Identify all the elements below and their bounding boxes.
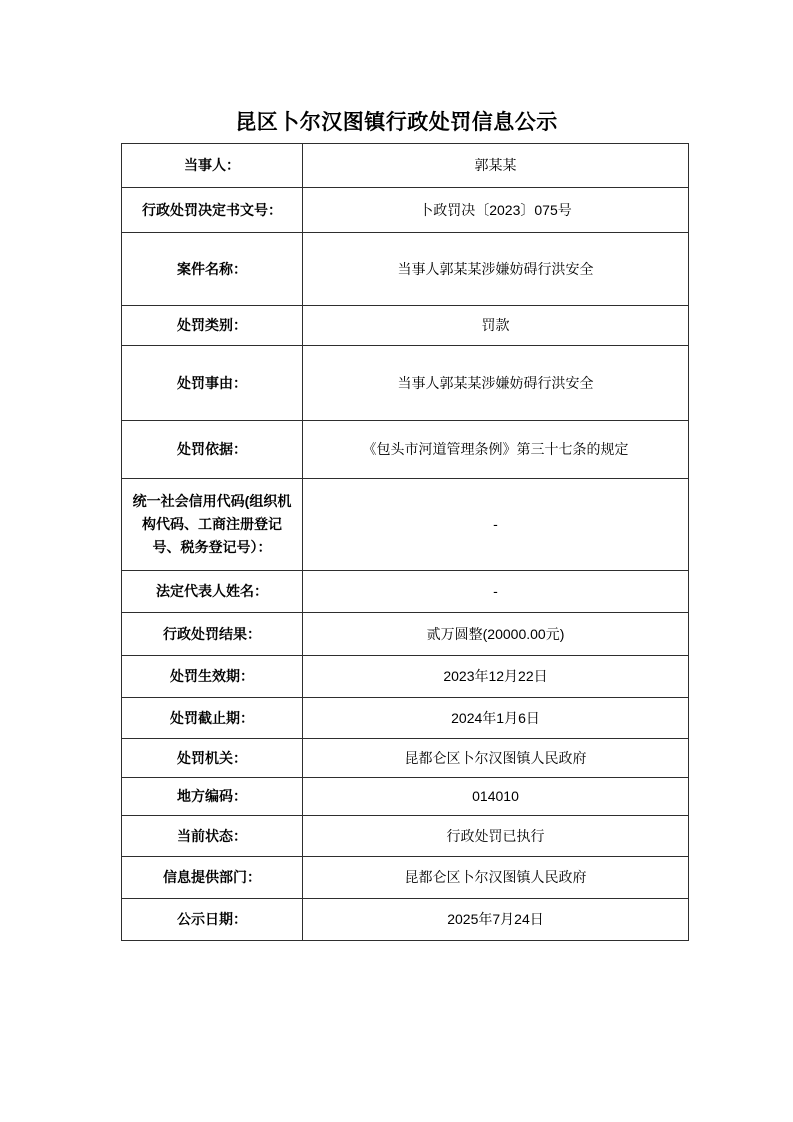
row-label: 法定代表人姓名： — [122, 571, 303, 613]
table-row — [122, 739, 689, 778]
row-value: 卜政罚决〔2023〕075号 — [303, 188, 689, 233]
row-label: 地方编码： — [122, 778, 303, 816]
row-label: 统一社会信用代码(组织机构代码、工商注册登记号、税务登记号）： — [122, 479, 303, 571]
table-row — [122, 613, 689, 656]
table-row — [122, 144, 689, 188]
table-row — [122, 306, 689, 346]
table-row — [122, 698, 689, 739]
row-label: 处罚截止期： — [122, 698, 303, 739]
row-value: 《包头市河道管理条例》第三十七条的规定 — [303, 421, 689, 479]
row-label: 公示日期： — [122, 899, 303, 941]
table-row — [122, 656, 689, 698]
table-row — [122, 899, 689, 941]
row-value: - — [303, 479, 689, 571]
table-row — [122, 778, 689, 816]
row-value: 当事人郭某某涉嫌妨碍行洪安全 — [303, 233, 689, 306]
row-value: 2024年1月6日 — [303, 698, 689, 739]
table-row — [122, 188, 689, 233]
table-row — [122, 479, 689, 571]
table-row — [122, 816, 689, 857]
row-label: 当事人： — [122, 144, 303, 188]
row-label: 信息提供部门： — [122, 857, 303, 899]
row-value: 郭某某 — [303, 144, 689, 188]
row-label: 案件名称： — [122, 233, 303, 306]
row-value: 罚款 — [303, 306, 689, 346]
table-row — [122, 857, 689, 899]
row-value: 昆都仑区卜尔汉图镇人民政府 — [303, 739, 689, 778]
row-label: 处罚事由： — [122, 346, 303, 421]
table-row — [122, 346, 689, 421]
row-value: 2023年12月22日 — [303, 656, 689, 698]
row-label: 处罚类别： — [122, 306, 303, 346]
row-label: 行政处罚决定书文号： — [122, 188, 303, 233]
penalty-info-table — [121, 143, 689, 941]
row-label: 行政处罚结果： — [122, 613, 303, 656]
table-row — [122, 421, 689, 479]
row-label: 处罚机关： — [122, 739, 303, 778]
row-label: 当前状态： — [122, 816, 303, 857]
row-label: 处罚依据： — [122, 421, 303, 479]
table-row — [122, 571, 689, 613]
row-value: 014010 — [303, 778, 689, 816]
table-row — [122, 233, 689, 306]
row-value: 当事人郭某某涉嫌妨碍行洪安全 — [303, 346, 689, 421]
page-title: 昆区卜尔汉图镇行政处罚信息公示 — [235, 111, 558, 134]
row-value: 行政处罚已执行 — [303, 816, 689, 857]
penalty-table-body — [122, 144, 689, 941]
row-label: 处罚生效期： — [122, 656, 303, 698]
row-value: - — [303, 571, 689, 613]
row-value: 昆都仑区卜尔汉图镇人民政府 — [303, 857, 689, 899]
row-value: 2025年7月24日 — [303, 899, 689, 941]
row-value: 贰万圆整(20000.00元) — [303, 613, 689, 656]
